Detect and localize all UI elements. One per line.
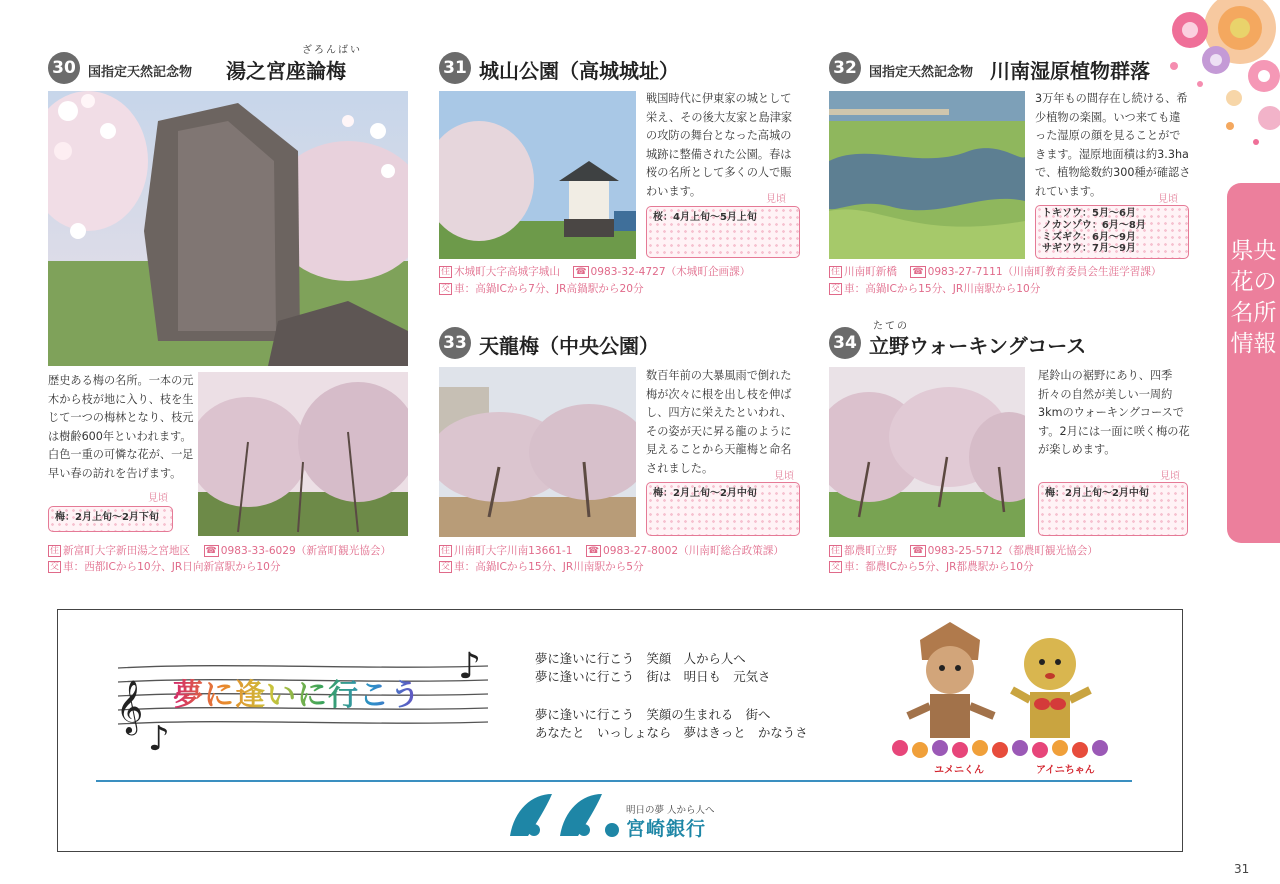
access-text: 車：高鍋ICから15分、JR川南駅から10分: [844, 283, 1041, 295]
address-text: 都農町立野: [844, 545, 897, 557]
address-text: 川南町大字川南13661-1: [454, 545, 573, 557]
spot-title: 立野ウォーキングコース: [869, 334, 1087, 358]
lyric-line: 夢に逢いに行こう 笑顔 人から人へ: [535, 651, 746, 666]
access-tag: 交: [441, 562, 451, 572]
spot-photo-main: [48, 91, 408, 366]
access-text: 車：都農ICから5分、JR都農駅から10分: [844, 561, 1034, 573]
spot-address: [439, 544, 784, 559]
address-tag: 住: [831, 267, 841, 277]
peak-season-box: [1035, 205, 1189, 259]
phone-tag: ☎: [205, 546, 217, 556]
spot-title: 城山公園（高城城址）: [479, 59, 679, 83]
mascot-right-name: アイニちゃん: [1036, 765, 1095, 776]
peak-season-box: [646, 206, 800, 258]
season-line: 梅：2月上旬〜2月中旬: [1045, 488, 1149, 499]
spot-description: 尾鈴山の裾野にあり、四季折々の自然が美しい一周約3kmのウォーキングコースです。2月には一面に咲く梅の花が楽しめます。: [1038, 369, 1190, 457]
access-text: 車：西都ICから10分、JR日向新富駅から10分: [63, 561, 281, 573]
spot-photo: [829, 367, 1025, 537]
bank-name: 宮崎銀行: [626, 818, 707, 840]
spot-photo: [439, 367, 636, 537]
spot-access: [48, 560, 280, 575]
lyric-line: あなたと いっしょなら 夢はきっと かなうさ: [535, 725, 808, 740]
bank-slogan: 明日の夢 人から人へ: [626, 805, 715, 816]
season-line: 桜：4月上旬〜5月上旬: [653, 212, 757, 223]
spot-number: 33: [439, 327, 471, 359]
spot-address: [48, 544, 391, 559]
music-note-icon: ♪: [458, 646, 481, 687]
phone-tag: ☎: [587, 546, 600, 556]
spot-ruby: たての: [873, 321, 909, 332]
spot-title: 湯之宮座論梅: [226, 59, 346, 83]
spot-photo: [829, 91, 1025, 259]
phone-text: 0983-27-7111（川南町教育委員会生涯学習課）: [927, 266, 1162, 278]
spot-description: 戦国時代に伊東家の城として栄え、その後大友家と島津家の攻防の舞台となった高城の城跡に整備された公園。春は桜の名所として多くの人で賑わいます。: [646, 92, 793, 198]
season-line: 梅：2月上旬〜2月下旬: [55, 512, 159, 523]
spot-number: 32: [829, 52, 861, 84]
bank-advertisement: [57, 609, 1183, 852]
phone-tag: ☎: [575, 267, 587, 277]
lyric-line: 夢に逢いに行こう 笑顔の生まれる 街へ: [535, 707, 771, 722]
season-line: ノカンゾウ：6月〜8月: [1042, 219, 1146, 231]
spot-prefix: 国指定天然記念物: [88, 65, 193, 80]
spot-description: 歴史ある梅の名所。一本の元木から枝が地に入り、枝を生じて一つの梅林となり、枝元は樹齢600年といわれます。白色一重の可憐な花が、一足早い春の訪れを告げます。: [48, 374, 194, 480]
spot-number: 34: [829, 327, 861, 359]
spot-address: [829, 265, 1162, 280]
season-line: ミズギク：6月〜9月: [1042, 231, 1136, 243]
bank-logo-icon: [506, 790, 621, 840]
address-tag: 住: [831, 546, 841, 556]
season-line: 梅：2月上旬〜2月中旬: [653, 488, 757, 499]
spot-address: [439, 265, 750, 280]
peak-season-label: 見頃: [766, 194, 786, 205]
treble-clef-icon: 𝄞: [116, 679, 144, 733]
spot-address: [829, 544, 1098, 559]
phone-text: 0983-32-4727（木城町企画課）: [590, 266, 751, 278]
music-note-icon: ♪: [148, 719, 170, 758]
spot-prefix: 国指定天然記念物: [869, 65, 974, 80]
address-text: 木城町大字高城字城山: [454, 266, 560, 278]
access-text: 車：高鍋ICから7分、JR高鍋駅から20分: [454, 283, 644, 295]
flower-row: [892, 740, 1108, 758]
spot-access: [439, 282, 644, 297]
phone-text: 0983-33-6029（新富町観光協会）: [220, 545, 392, 557]
address-text: 川南町新橋: [844, 266, 897, 278]
spot-access: [439, 560, 644, 575]
access-tag: 交: [831, 284, 841, 294]
spot-access: [829, 282, 1040, 297]
spot-title: 天龍梅（中央公園）: [479, 334, 659, 358]
peak-season-box: [48, 506, 173, 532]
peak-season-box: [1038, 482, 1188, 536]
peak-season-label: 見頃: [148, 493, 168, 504]
mascot-illustration: [890, 620, 1120, 780]
spot-photo: [439, 91, 636, 259]
spot-access: [829, 560, 1034, 575]
mascot-left-name: ユメニくん: [934, 765, 984, 776]
banner-title: 夢に逢いに行こう: [173, 670, 421, 714]
season-line: トキソウ：5月〜6月: [1042, 208, 1136, 219]
phone-text: 0983-27-8002（川南町総合政策課）: [603, 545, 785, 557]
phone-tag: ☎: [912, 546, 924, 556]
access-tag: 交: [831, 562, 841, 572]
mascot-right-figure: [1012, 638, 1090, 738]
phone-text: 0983-25-5712（都農町観光協会）: [927, 545, 1098, 557]
spot-title: 川南湿原植物群落: [990, 59, 1150, 83]
season-line: サギソウ：7月〜9月: [1042, 243, 1136, 255]
mascot-left-figure: [908, 622, 994, 738]
access-text: 車：高鍋ICから15分、JR川南駅から5分: [454, 561, 644, 573]
section-side-label: 県央 花の名所情報: [1230, 238, 1277, 357]
lyric-line: 夢に逢いに行こう 街は 明日も 元気さ: [535, 669, 771, 684]
phone-tag: ☎: [912, 267, 924, 277]
address-text: 新富町大字新田湯之宮地区: [63, 545, 191, 557]
address-tag: 住: [50, 546, 60, 556]
peak-season-label: 見頃: [1160, 471, 1180, 482]
access-tag: 交: [441, 284, 451, 294]
peak-season-label: 見頃: [1158, 194, 1178, 205]
spot-description: 数百年前の大暴風雨で倒れた梅が次々に根を出し枝を伸ばし、四方に栄えたといわれ、その姿が天に昇る龍のように見えることから天龍梅と命名されました。: [646, 369, 793, 475]
spot-number: 30: [48, 52, 80, 84]
divider-line: [96, 780, 1132, 782]
access-tag: 交: [50, 562, 60, 572]
peak-season-label: 見頃: [774, 471, 794, 482]
spot-description: 3万年もの間存在し続ける、希少植物の楽園。いつ来ても違った湿原の顔を見ることができます。湿原地面積は約3.3haで、植物総数約300種が確認されています。: [1035, 92, 1191, 198]
spot-photo-sub: [198, 372, 408, 536]
address-tag: 住: [441, 267, 451, 277]
spot-ruby: ざろんばい: [302, 45, 362, 56]
peak-season-box: [646, 482, 800, 536]
spot-number: 31: [439, 52, 471, 84]
address-tag: 住: [441, 546, 451, 556]
page-number: 31: [1234, 862, 1250, 876]
